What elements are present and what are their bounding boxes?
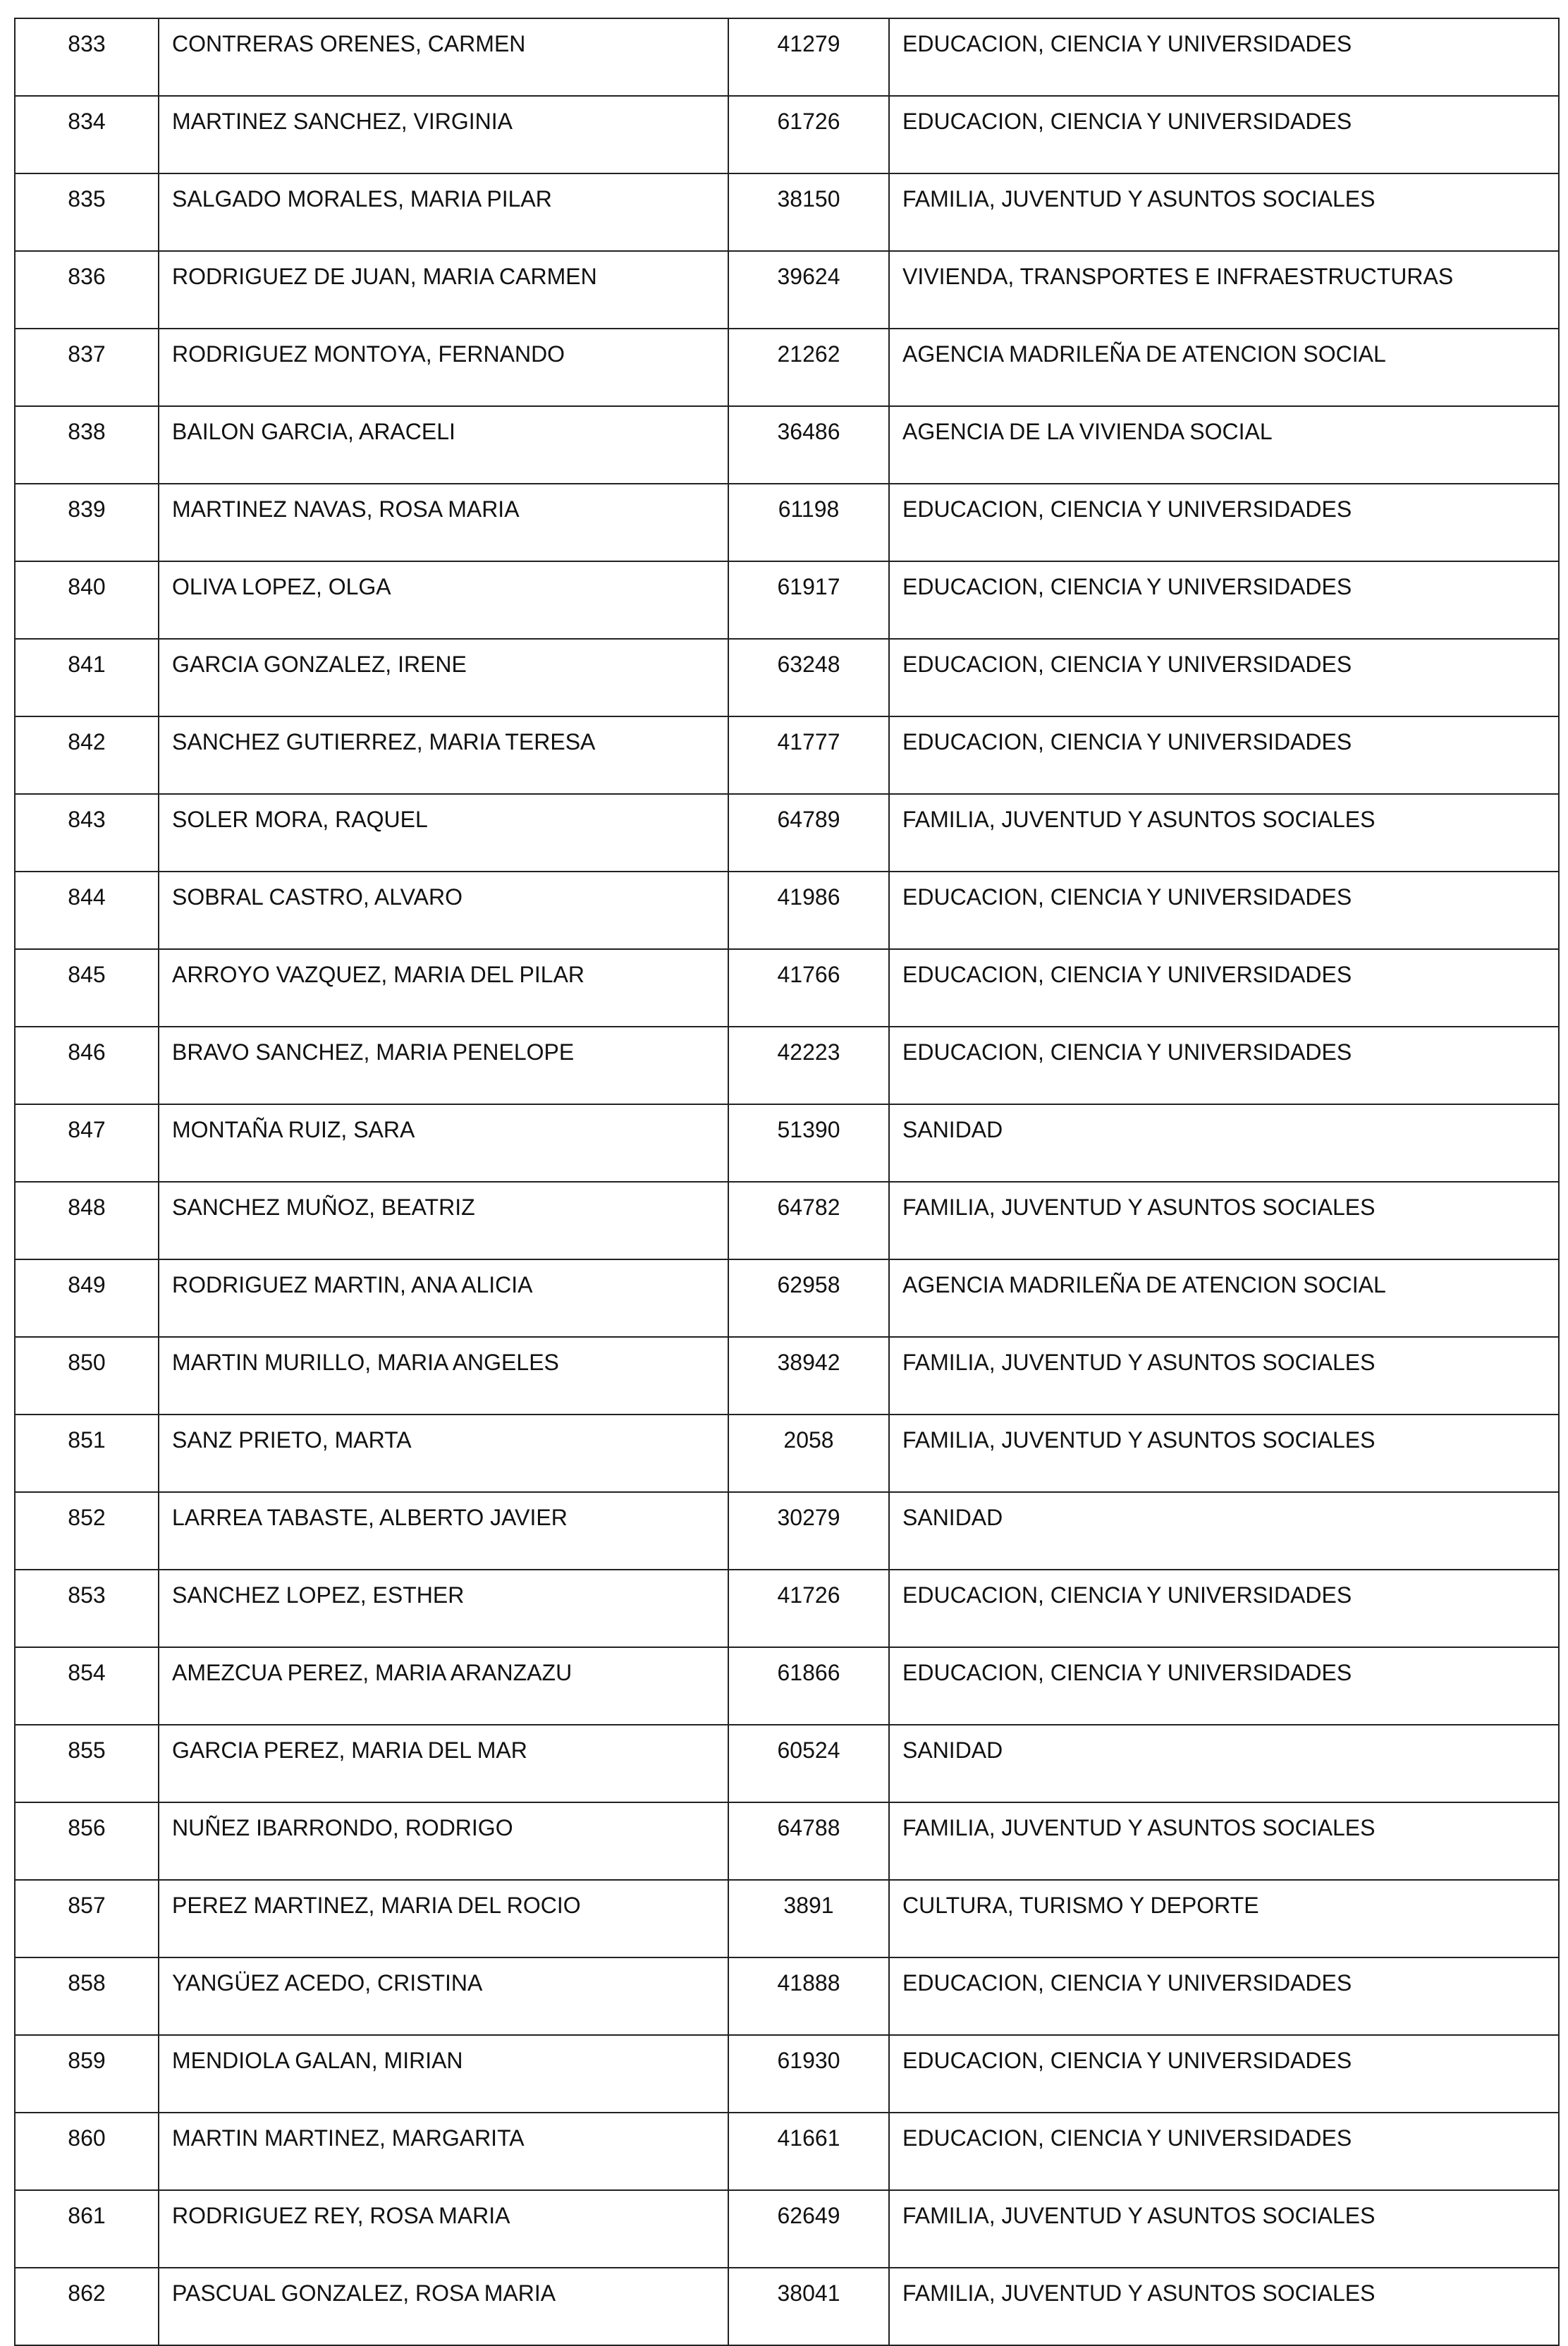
table-row — [15, 1957, 1559, 2035]
registration-code: 3891 — [728, 1880, 889, 1957]
table-row — [15, 96, 1559, 173]
row-number: 857 — [15, 1880, 159, 1957]
row-number: 862 — [15, 2268, 159, 2345]
registration-code: 41888 — [728, 1957, 889, 2035]
department: AGENCIA DE LA VIVIENDA SOCIAL — [889, 406, 1559, 484]
table-row — [15, 329, 1559, 406]
person-name: LARREA TABASTE, ALBERTO JAVIER — [159, 1492, 728, 1570]
person-name: AMEZCUA PEREZ, MARIA ARANZAZU — [159, 1647, 728, 1725]
registration-code: 21262 — [728, 329, 889, 406]
person-name: MARTIN MURILLO, MARIA ANGELES — [159, 1337, 728, 1415]
registration-code: 60524 — [728, 1725, 889, 1802]
department: AGENCIA MADRILEÑA DE ATENCION SOCIAL — [889, 1259, 1559, 1337]
department: EDUCACION, CIENCIA Y UNIVERSIDADES — [889, 2035, 1559, 2113]
department: FAMILIA, JUVENTUD Y ASUNTOS SOCIALES — [889, 1415, 1559, 1492]
department: SANIDAD — [889, 1492, 1559, 1570]
row-number: 852 — [15, 1492, 159, 1570]
registration-code: 41986 — [728, 872, 889, 949]
registration-code: 30279 — [728, 1492, 889, 1570]
registration-code: 41726 — [728, 1570, 889, 1647]
person-name: RODRIGUEZ MARTIN, ANA ALICIA — [159, 1259, 728, 1337]
table-row — [15, 1725, 1559, 1802]
row-number: 861 — [15, 2190, 159, 2268]
document-page — [14, 18, 1560, 2346]
department: FAMILIA, JUVENTUD Y ASUNTOS SOCIALES — [889, 1182, 1559, 1259]
registration-code: 42223 — [728, 1027, 889, 1104]
row-number: 848 — [15, 1182, 159, 1259]
department: FAMILIA, JUVENTUD Y ASUNTOS SOCIALES — [889, 1337, 1559, 1415]
person-name: MARTINEZ NAVAS, ROSA MARIA — [159, 484, 728, 561]
registration-code: 62958 — [728, 1259, 889, 1337]
registration-code: 61930 — [728, 2035, 889, 2113]
department: FAMILIA, JUVENTUD Y ASUNTOS SOCIALES — [889, 1802, 1559, 1880]
row-number: 841 — [15, 639, 159, 716]
department: EDUCACION, CIENCIA Y UNIVERSIDADES — [889, 639, 1559, 716]
department: CULTURA, TURISMO Y DEPORTE — [889, 1880, 1559, 1957]
registration-code: 63248 — [728, 639, 889, 716]
table-row — [15, 1337, 1559, 1415]
person-name: NUÑEZ IBARRONDO, RODRIGO — [159, 1802, 728, 1880]
department: EDUCACION, CIENCIA Y UNIVERSIDADES — [889, 949, 1559, 1027]
table-row — [15, 406, 1559, 484]
person-name: SALGADO MORALES, MARIA PILAR — [159, 173, 728, 251]
person-name: SANZ PRIETO, MARTA — [159, 1415, 728, 1492]
table-row — [15, 1647, 1559, 1725]
registration-code: 36486 — [728, 406, 889, 484]
table-row — [15, 1182, 1559, 1259]
person-name: GARCIA PEREZ, MARIA DEL MAR — [159, 1725, 728, 1802]
department: EDUCACION, CIENCIA Y UNIVERSIDADES — [889, 1570, 1559, 1647]
registration-code: 38942 — [728, 1337, 889, 1415]
table-row — [15, 1880, 1559, 1957]
table-row — [15, 2035, 1559, 2113]
registration-code: 41777 — [728, 716, 889, 794]
person-name: MENDIOLA GALAN, MIRIAN — [159, 2035, 728, 2113]
table-row — [15, 2268, 1559, 2345]
department: FAMILIA, JUVENTUD Y ASUNTOS SOCIALES — [889, 794, 1559, 872]
row-number: 838 — [15, 406, 159, 484]
person-name: SANCHEZ GUTIERREZ, MARIA TERESA — [159, 716, 728, 794]
table-row — [15, 794, 1559, 872]
department: AGENCIA MADRILEÑA DE ATENCION SOCIAL — [889, 329, 1559, 406]
table-row — [15, 1570, 1559, 1647]
person-name: MARTINEZ SANCHEZ, VIRGINIA — [159, 96, 728, 173]
department: FAMILIA, JUVENTUD Y ASUNTOS SOCIALES — [889, 2268, 1559, 2345]
row-number: 840 — [15, 561, 159, 639]
table-row — [15, 2113, 1559, 2190]
person-name: SANCHEZ MUÑOZ, BEATRIZ — [159, 1182, 728, 1259]
row-number: 860 — [15, 2113, 159, 2190]
table-row — [15, 2190, 1559, 2268]
registration-code: 39624 — [728, 251, 889, 329]
row-number: 859 — [15, 2035, 159, 2113]
person-name: YANGÜEZ ACEDO, CRISTINA — [159, 1957, 728, 2035]
row-number: 843 — [15, 794, 159, 872]
row-number: 855 — [15, 1725, 159, 1802]
person-name: OLIVA LOPEZ, OLGA — [159, 561, 728, 639]
row-number: 844 — [15, 872, 159, 949]
person-name: SOLER MORA, RAQUEL — [159, 794, 728, 872]
department: FAMILIA, JUVENTUD Y ASUNTOS SOCIALES — [889, 2190, 1559, 2268]
row-number: 835 — [15, 173, 159, 251]
person-name: CONTRERAS ORENES, CARMEN — [159, 18, 728, 96]
row-number: 846 — [15, 1027, 159, 1104]
registration-code: 2058 — [728, 1415, 889, 1492]
row-number: 837 — [15, 329, 159, 406]
row-number: 842 — [15, 716, 159, 794]
table-row — [15, 251, 1559, 329]
table-row — [15, 18, 1559, 96]
department: EDUCACION, CIENCIA Y UNIVERSIDADES — [889, 484, 1559, 561]
registration-code: 64782 — [728, 1182, 889, 1259]
department: EDUCACION, CIENCIA Y UNIVERSIDADES — [889, 1957, 1559, 2035]
department: EDUCACION, CIENCIA Y UNIVERSIDADES — [889, 18, 1559, 96]
registration-code: 64788 — [728, 1802, 889, 1880]
registration-code: 61866 — [728, 1647, 889, 1725]
person-name: RODRIGUEZ DE JUAN, MARIA CARMEN — [159, 251, 728, 329]
department: EDUCACION, CIENCIA Y UNIVERSIDADES — [889, 872, 1559, 949]
table-row — [15, 639, 1559, 716]
table-row — [15, 561, 1559, 639]
person-name: RODRIGUEZ REY, ROSA MARIA — [159, 2190, 728, 2268]
department: VIVIENDA, TRANSPORTES E INFRAESTRUCTURAS — [889, 251, 1559, 329]
person-name: RODRIGUEZ MONTOYA, FERNANDO — [159, 329, 728, 406]
row-number: 833 — [15, 18, 159, 96]
department: EDUCACION, CIENCIA Y UNIVERSIDADES — [889, 716, 1559, 794]
table-row — [15, 949, 1559, 1027]
person-name: SOBRAL CASTRO, ALVARO — [159, 872, 728, 949]
registration-code: 64789 — [728, 794, 889, 872]
table-row — [15, 1415, 1559, 1492]
person-name: GARCIA GONZALEZ, IRENE — [159, 639, 728, 716]
department: SANIDAD — [889, 1725, 1559, 1802]
table-row — [15, 1492, 1559, 1570]
department: EDUCACION, CIENCIA Y UNIVERSIDADES — [889, 561, 1559, 639]
person-name: SANCHEZ LOPEZ, ESTHER — [159, 1570, 728, 1647]
registration-code: 41766 — [728, 949, 889, 1027]
department: EDUCACION, CIENCIA Y UNIVERSIDADES — [889, 96, 1559, 173]
table-row — [15, 1802, 1559, 1880]
person-name: BRAVO SANCHEZ, MARIA PENELOPE — [159, 1027, 728, 1104]
table-row — [15, 1259, 1559, 1337]
table-row — [15, 484, 1559, 561]
row-number: 836 — [15, 251, 159, 329]
row-number: 834 — [15, 96, 159, 173]
table-row — [15, 872, 1559, 949]
registration-code: 62649 — [728, 2190, 889, 2268]
registration-code: 61198 — [728, 484, 889, 561]
person-name: PASCUAL GONZALEZ, ROSA MARIA — [159, 2268, 728, 2345]
row-number: 856 — [15, 1802, 159, 1880]
department: FAMILIA, JUVENTUD Y ASUNTOS SOCIALES — [889, 173, 1559, 251]
department: EDUCACION, CIENCIA Y UNIVERSIDADES — [889, 2113, 1559, 2190]
table-row — [15, 1027, 1559, 1104]
table-row — [15, 173, 1559, 251]
row-number: 839 — [15, 484, 159, 561]
person-name: BAILON GARCIA, ARACELI — [159, 406, 728, 484]
table-row — [15, 1104, 1559, 1182]
registration-code: 61917 — [728, 561, 889, 639]
department: EDUCACION, CIENCIA Y UNIVERSIDADES — [889, 1647, 1559, 1725]
registration-code: 38150 — [728, 173, 889, 251]
registration-code: 41279 — [728, 18, 889, 96]
row-number: 845 — [15, 949, 159, 1027]
row-number: 858 — [15, 1957, 159, 2035]
person-name: PEREZ MARTINEZ, MARIA DEL ROCIO — [159, 1880, 728, 1957]
person-name: MARTIN MARTINEZ, MARGARITA — [159, 2113, 728, 2190]
row-number: 847 — [15, 1104, 159, 1182]
row-number: 853 — [15, 1570, 159, 1647]
row-number: 854 — [15, 1647, 159, 1725]
department: EDUCACION, CIENCIA Y UNIVERSIDADES — [889, 1027, 1559, 1104]
department: SANIDAD — [889, 1104, 1559, 1182]
table-body — [15, 18, 1559, 2345]
registration-code: 38041 — [728, 2268, 889, 2345]
registration-code: 41661 — [728, 2113, 889, 2190]
table-row — [15, 716, 1559, 794]
person-name: MONTAÑA RUIZ, SARA — [159, 1104, 728, 1182]
registration-code: 61726 — [728, 96, 889, 173]
row-number: 849 — [15, 1259, 159, 1337]
row-number: 850 — [15, 1337, 159, 1415]
registration-code: 51390 — [728, 1104, 889, 1182]
row-number: 851 — [15, 1415, 159, 1492]
person-name: ARROYO VAZQUEZ, MARIA DEL PILAR — [159, 949, 728, 1027]
personnel-table — [14, 18, 1560, 2346]
